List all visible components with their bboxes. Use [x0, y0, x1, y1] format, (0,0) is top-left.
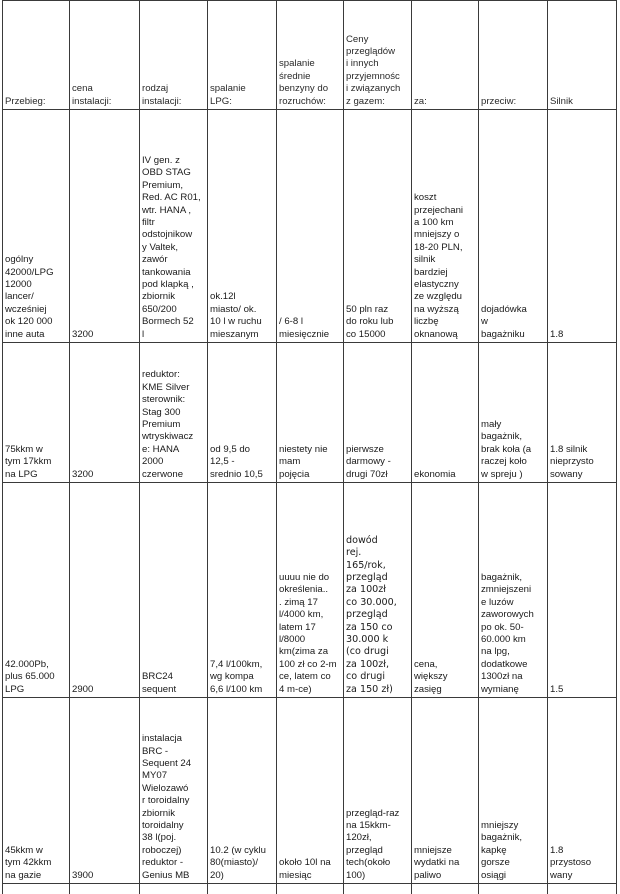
- cell-price[interactable]: 2900: [70, 483, 140, 698]
- cell-installation-type[interactable]: reduktor: KME Silver sterownik: Stag 300 Premium wtryskiwacz e: HANA 2000 czerwone: [140, 343, 208, 483]
- cell-lpg-consumption[interactable]: 7,4 l/100km, wg kompa 6,6 l/100 km: [208, 483, 277, 698]
- lpg-comparison-table: [2, 0, 617, 894]
- cell-cons[interactable]: dojadówka w bagażniku: [479, 110, 548, 343]
- cell-mileage[interactable]: 45kkm w tym 42kkm na gazie: [3, 698, 70, 884]
- cell-mileage[interactable]: ogólny 42000/LPG 12000 lancer/ wcześniej ok 120 000 inne auta: [3, 110, 70, 343]
- cell-engine[interactable]: 1.5: [548, 483, 617, 698]
- header-cons[interactable]: przeciw:: [479, 1, 548, 110]
- cell-service-costs[interactable]: przegląd-raz na 15kkm- 120zł, przegląd tech(około 100): [344, 698, 412, 884]
- cell-pros[interactable]: koszt przejechani a 100 km mniejszy o 18-20 PLN, silnik bardziej elastyczny ze względu na wyższą liczbę oknanową: [412, 110, 479, 343]
- cell-engine[interactable]: 1.8: [548, 110, 617, 343]
- table-row: [3, 110, 617, 343]
- header-engine[interactable]: Silnik: [548, 1, 617, 110]
- spreadsheet-sheet: [2, 0, 616, 889]
- cell-petrol-consumption[interactable]: niestety nie mam pojęcia: [277, 343, 344, 483]
- cell-mileage[interactable]: 75kkm w tym 17kkm na LPG: [3, 343, 70, 483]
- cell-petrol-consumption[interactable]: uuuu nie do określenia.. . zimą 17 l/4000 km, latem 17 l/8000 km(zima za 100 zł co 2-m ce, latem co 4 m-ce): [277, 483, 344, 698]
- header-lpg-consumption[interactable]: spalanie LPG:: [208, 1, 277, 110]
- cell-pros[interactable]: cena, większy zasięg: [412, 483, 479, 698]
- table-row: [3, 698, 617, 884]
- cell-lpg-consumption[interactable]: 10.2 (w cyklu 80(miasto)/ 20): [208, 698, 277, 884]
- cell-cons[interactable]: bagażnik, zmniejszeni e luzów zaworowych po ok. 50- 60.000 km na lpg, dodatkowe 1300zł na wymianę: [479, 483, 548, 698]
- header-installation-type[interactable]: rodzaj instalacji:: [140, 1, 208, 110]
- header-petrol-consumption[interactable]: spalanie średnie benzyny do rozruchów:: [277, 1, 344, 110]
- header-price[interactable]: cena instalacji:: [70, 1, 140, 110]
- cell-lpg-consumption[interactable]: od 9,5 do 12,5 - srednio 10,5: [208, 343, 277, 483]
- cell-lpg-consumption[interactable]: ok.12l miasto/ ok. 10 l w ruchu mieszanym: [208, 110, 277, 343]
- cell-pros[interactable]: mniejsze wydatki na paliwo: [412, 698, 479, 884]
- cell-installation-type[interactable]: IV gen. z OBD STAG Premium, Red. AC R01, wtr. HANA , filtr odstojnikow y Valtek, zawór tankowania pod klapką , zbiornik 650/200 Bormech 52 l: [140, 110, 208, 343]
- cell-engine[interactable]: 1.8 przystoso wany: [548, 698, 617, 884]
- cell-price[interactable]: 3900: [70, 698, 140, 884]
- cell-installation-type[interactable]: instalacja BRC - Sequent 24 MY07 Wielozawó r toroidalny zbiornik toroidalny 38 l(poj. roboczej) reduktor - Genius MB: [140, 698, 208, 884]
- cell-service-costs[interactable]: 50 pln raz do roku lub co 15000: [344, 110, 412, 343]
- cell-pros[interactable]: ekonomia: [412, 343, 479, 483]
- cell-mileage[interactable]: 42.000Pb, plus 65.000 LPG: [3, 483, 70, 698]
- header-row: [3, 1, 617, 110]
- cell-petrol-consumption[interactable]: / 6-8 l miesięcznie: [277, 110, 344, 343]
- cell-engine[interactable]: 1.8 silnik nieprzysto sowany: [548, 343, 617, 483]
- header-service-costs[interactable]: Ceny przeglądów i innych przyjemnośc i związanych z gazem:: [344, 1, 412, 110]
- header-pros[interactable]: za:: [412, 1, 479, 110]
- cell-service-costs[interactable]: dowód rej. 165/rok, przegląd za 100zł co 30.000, przegląd za 150 co 30.000 k (co drugi za 100zł, co drugi za 150 zł): [344, 483, 412, 698]
- cell-cons[interactable]: mały bagażnik, brak koła (a raczej koło w spreju ): [479, 343, 548, 483]
- table-row: [3, 343, 617, 483]
- cell-petrol-consumption[interactable]: około 10l na miesiąc: [277, 698, 344, 884]
- cell-installation-type[interactable]: BRC24 sequent: [140, 483, 208, 698]
- cell-service-costs[interactable]: pierwsze darmowy - drugi 70zł: [344, 343, 412, 483]
- cell-cons[interactable]: mniejszy bagażnik, kapkę gorsze osiągi: [479, 698, 548, 884]
- cell-price[interactable]: 3200: [70, 110, 140, 343]
- table-row: [3, 483, 617, 698]
- cell-price[interactable]: 3200: [70, 343, 140, 483]
- header-mileage[interactable]: Przebieg:: [3, 1, 70, 110]
